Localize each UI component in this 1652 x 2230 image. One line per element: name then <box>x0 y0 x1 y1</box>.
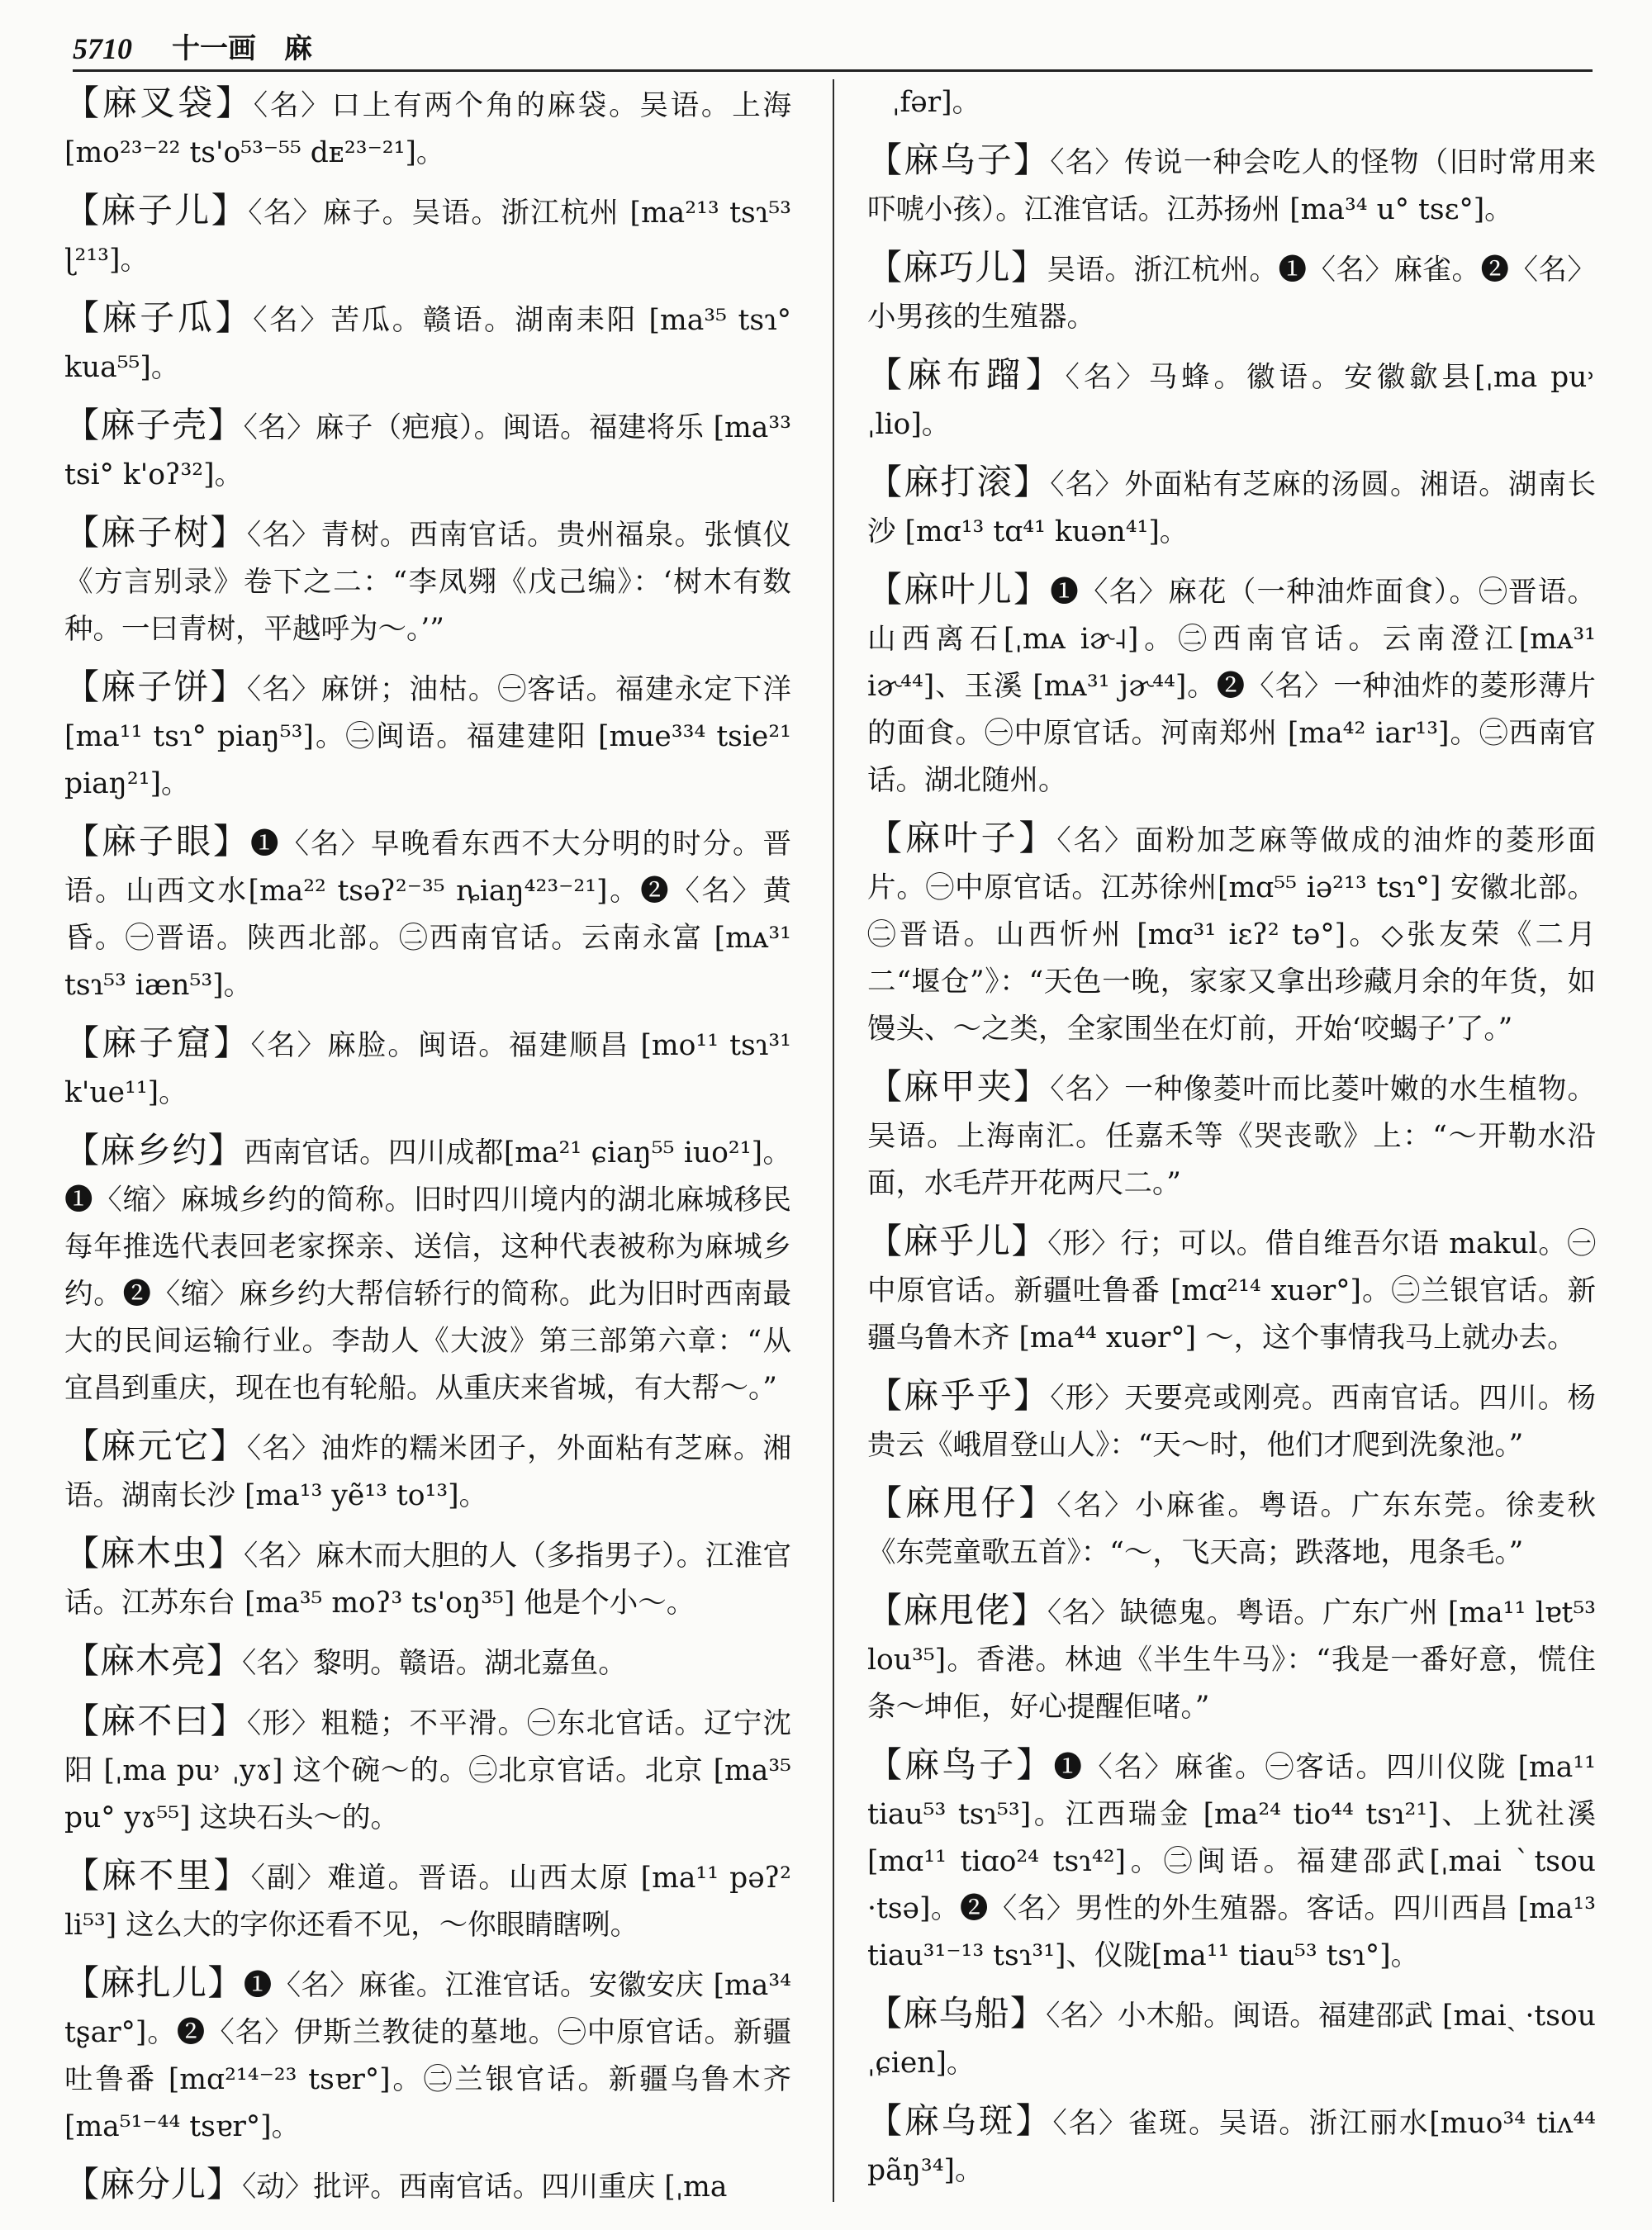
entry-definition: 〈名〉麻饼；油枯。㊀客话。福建永定下洋 [ma¹¹ tsɿ° piaŋ⁵³]。㊁闽语。福建建阳 [mue³³⁴ tsie²¹ piaŋ²¹]。 <box>64 673 791 800</box>
dictionary-entry <box>867 244 1596 341</box>
dictionary-entry <box>64 1530 791 1627</box>
dictionary-entry <box>64 509 791 653</box>
entry-headword: 【麻不里】 <box>64 1855 251 1896</box>
right-column <box>867 79 1596 2210</box>
entry-definition: 〈形〉粗糙；不平滑。㊀东北官话。辽宁沈阳 [ˌma pu˒ ˌyɤ] 这个碗～的。㊁北京官话。北京 [ma³⁵ pu° yɤ⁵⁵] 这块石头～的。 <box>64 1707 791 1834</box>
dictionary-entry <box>64 1852 791 1949</box>
entry-definition: 〈名〉麻子（疤痕）。闽语。福建将乐 [ma³³ tsi° k'oʔ³²]。 <box>64 411 791 491</box>
entry-headword: 【麻鸟子】 <box>867 1744 1054 1785</box>
entry-headword: 【麻乌船】 <box>867 1993 1047 2033</box>
dictionary-entry <box>867 1990 1596 2087</box>
entry-definition: ❶〈名〉麻雀。江淮官话。安徽安庆 [ma³⁴ tʂar°]。❷〈名〉伊斯兰教徒的墓地。㊀中原官话。新疆吐鲁番 [mɑ²¹⁴⁻²³ tsɐr°]。㊁兰银官话。新疆乌鲁木齐 [ma⁵¹⁻⁴⁴ tsɐr°]。 <box>64 1969 791 2143</box>
entry-definition: 〈名〉小木船。闽语。福建邵武 [maiˏ ·tsou ˌɕien]。 <box>867 2000 1596 2080</box>
entry-definition: 〈名〉雀斑。吴语。浙江丽水[muo³⁴ tiʌ⁴⁴ pãŋ³⁴]。 <box>867 2107 1596 2187</box>
entry-headword: 【麻打滚】 <box>867 462 1051 502</box>
entry-definition: 〈名〉马蜂。徽语。安徽歙县[ˌma pu˒ ˌlio]。 <box>867 361 1596 441</box>
entry-headword: 【麻乌斑】 <box>867 2100 1053 2141</box>
page-number: 5710 <box>73 32 132 65</box>
dictionary-entry <box>867 1372 1596 1469</box>
entry-headword: 【麻巧儿】 <box>867 247 1047 287</box>
entry-headword: 【麻布蹓】 <box>867 354 1066 395</box>
entry-definition: ❶〈名〉麻雀。㊀客话。四川仪陇 [ma¹¹ tiau⁵³ tsɿ⁵³]。江西瑞金 [ma²⁴ tio⁴⁴ tsɿ²¹]、上犹社溪 [mɑ¹¹ tiɑo²⁴ tsɿ⁴²]。㊁闽语。福建邵武[ˌmai ˋtsou ·tsə]。❷〈名〉男性的外生殖器。客话。四川西昌 [ma¹³ tiau³¹⁻¹³ tsɿ³¹]、仪陇[ma¹¹ tiau⁵³ tsɿ°]。 <box>867 1751 1596 1972</box>
entry-headword: 【麻不曰】 <box>64 1701 247 1741</box>
dictionary-entry <box>867 136 1596 234</box>
dictionary-entry <box>64 79 791 177</box>
entry-definition: 〈名〉一种像菱叶而比菱叶嫩的水生植物。吴语。上海南汇。任嘉禾等《哭丧歌》上：“～开勒水沿面，水毛芹开花两尺二。” <box>867 1073 1596 1200</box>
dictionary-entry <box>867 1741 1596 1980</box>
dictionary-entry <box>867 2097 1596 2194</box>
entry-definition: 〈名〉传说一种会吃人的怪物（旧时常用来吓唬小孩）。江淮官话。江苏扬州 [ma³⁴ u° tsɛ°]。 <box>867 146 1596 226</box>
entry-definition: 〈动〉批评。西南官话。四川重庆 [ˌma <box>242 2171 728 2204</box>
left-column <box>64 79 791 2210</box>
dictionary-entry <box>867 566 1596 804</box>
entry-definition: 西南官话。四川成都[ma²¹ ɕiaŋ⁵⁵ iuo²¹]。❶〈缩〉麻城乡约的简称。旧时四川境内的湖北麻城移民每年推选代表回老家探亲、送信，这种代表被称为麻城乡约。❷〈缩〉麻乡约大帮信轿行的简称。此为旧时西南最大的民间运输行业。李劼人《大波》第三部第六章：“从宜昌到重庆，现在也有轮船。从重庆来省城，有大帮～。” <box>64 1136 791 1405</box>
dictionary-entry <box>64 1959 791 2151</box>
dictionary-entry <box>867 814 1596 1053</box>
dictionary-entry <box>867 1479 1596 1577</box>
entry-definition: 〈名〉缺德鬼。粤语。广东广州 [ma¹¹ lɐt⁵³ lou³⁵]。香港。林迪《半生牛马》：“我是一番好意，慌住条～坤佢，好心提醒佢啫。” <box>867 1597 1596 1724</box>
page-header <box>73 18 1593 72</box>
entry-headword: 【麻子窟】 <box>64 1022 251 1063</box>
entry-definition: 〈名〉外面粘有芝麻的汤圆。湘语。湖南长沙 [mɑ¹³ tɑ⁴¹ kuən⁴¹]。 <box>867 468 1596 548</box>
entry-headword: 【麻子儿】 <box>64 190 249 230</box>
entry-definition: 〈名〉麻木而大胆的人（多指男子）。江淮官话。江苏东台 [ma³⁵ moʔ³ ts'oŋ³⁵] 他是个小～。 <box>64 1540 791 1620</box>
entry-definition: 〈形〉行；可以。借自维吾尔语 makul。㊀中原官话。新疆吐鲁番 [mɑ²¹⁴ xuər°]。㊁兰银官话。新疆乌鲁木齐 [ma⁴⁴ xuər°] ～，这个事情我马上就办去。 <box>867 1227 1596 1355</box>
entry-definition: 〈形〉天要亮或刚亮。西南官话。四川。杨贵云《峨眉登山人》：“天～时，他们才爬到洗象池。” <box>867 1382 1596 1462</box>
dictionary-entry <box>867 351 1596 448</box>
entry-definition: 吴语。浙江杭州。❶〈名〉麻雀。❷〈名〉小男孩的生殖器。 <box>867 254 1596 334</box>
entry-headword: 【麻子饼】 <box>64 667 247 707</box>
entry-definition: 〈名〉黎明。赣语。湖北嘉鱼。 <box>242 1647 627 1680</box>
dictionary-entry <box>64 1637 791 1687</box>
entry-definition: 〈副〉难道。晋语。山西太原 [ma¹¹ pəʔ² li⁵³] 这么大的字你还看不见，～你眼睛瞎咧。 <box>64 1862 791 1942</box>
entry-definition: 〈名〉小麻雀。粤语。广东东莞。徐麦秋《东莞童歌五首》：“～，飞天高；跌落地，甩条毛。” <box>867 1489 1596 1569</box>
entry-definition: 〈名〉面粉加芝麻等做成的油炸的菱形面片。㊀中原官话。江苏徐州[mɑ⁵⁵ iə²¹³ tsɿ°] 安徽北部。㊁晋语。山西忻州 [mɑ³¹ iɛʔ² tə°]。◇张友荣《二月二“堰仓”》：“天色一晚，家家又拿出珍藏月余的年货，如馒头、～之类，全家围坐在灯前，开始‘咬蝎子’了。” <box>867 824 1596 1046</box>
dictionary-entry <box>867 79 1596 126</box>
entry-definition: 〈名〉青树。西南官话。贵州福泉。张慎仪《方言别录》卷下之二：“李凤翙《戊己编》：‘树木有数种。一曰青树，平越呼为～。’” <box>64 519 791 646</box>
entry-headword: 【麻木虫】 <box>64 1533 244 1573</box>
entry-definition: 〈名〉麻脸。闽语。福建顺昌 [mo¹¹ tsɿ³¹ k'ue¹¹]。 <box>64 1029 791 1109</box>
column-divider <box>833 79 834 2202</box>
entry-headword: 【麻叶儿】 <box>867 569 1051 610</box>
entry-definition: ❶〈名〉麻花（一种油炸面食）。㊀晋语。山西离石[ˌmᴀ iɚ˨]。㊁西南官话。云南澄江[mᴀ³¹ iɚ⁴⁴]、玉溪 [mᴀ³¹ jɚ⁴⁴]。❷〈名〉一种油炸的菱形薄片的面食。㊀中原官话。河南郑州 [ma⁴² iar¹³]。㊁西南官话。湖北随州。 <box>867 576 1596 797</box>
entry-definition: 〈名〉口上有两个角的麻袋。吴语。上海 [mo²³⁻²² ts'o⁵³⁻⁵⁵ dᴇ²³⁻²¹]。 <box>64 89 791 169</box>
entry-definition: ˌfər]。 <box>892 86 981 119</box>
dictionary-entry <box>64 401 791 499</box>
entry-headword: 【麻甲夹】 <box>867 1066 1051 1107</box>
dictionary-entry <box>64 294 791 391</box>
entry-headword: 【麻扎儿】 <box>64 1962 244 2003</box>
entry-headword: 【麻分儿】 <box>64 2164 243 2204</box>
dictionary-entry <box>64 818 791 1009</box>
dictionary-entry <box>64 1019 791 1117</box>
entry-definition: 〈名〉苦瓜。赣语。湖南耒阳 [ma³⁵ tsɿ° kua⁵⁵]。 <box>64 304 791 384</box>
section-title: 十一画 麻 <box>172 32 312 65</box>
dictionary-entry <box>64 1422 791 1520</box>
dictionary-entry <box>867 1587 1596 1731</box>
dictionary-entry <box>64 663 791 808</box>
dictionary-entry <box>64 1697 791 1842</box>
entry-headword: 【麻乎乎】 <box>867 1375 1051 1416</box>
dictionary-entry <box>867 1217 1596 1362</box>
entry-headword: 【麻甩仔】 <box>867 1483 1057 1523</box>
entry-headword: 【麻叶子】 <box>867 818 1057 858</box>
entry-headword: 【麻木亮】 <box>64 1640 243 1681</box>
entry-headword: 【麻元它】 <box>64 1426 247 1466</box>
entry-definition: 〈名〉油炸的糯米团子，外面粘有芝麻。湘语。湖南长沙 [ma¹³ yẽ¹³ to¹³]。 <box>64 1432 791 1512</box>
dictionary-entry <box>64 1127 791 1412</box>
dictionary-entry <box>867 458 1596 556</box>
entry-definition: 〈名〉麻子。吴语。浙江杭州 [ma²¹³ tsɿ⁵³ ɭ²¹³]。 <box>64 197 791 277</box>
entry-headword: 【麻叉袋】 <box>64 83 254 123</box>
entry-headword: 【麻子瓜】 <box>64 297 254 338</box>
entry-headword: 【麻子壳】 <box>64 405 244 445</box>
dictionary-entry <box>64 2161 791 2210</box>
entry-headword: 【麻乎儿】 <box>867 1221 1048 1261</box>
entry-headword: 【麻甩佬】 <box>867 1590 1047 1630</box>
entry-definition: ❶〈名〉早晚看东西不大分明的时分。晋语。山西文水[ma²² tsəʔ²⁻³⁵ ȵiaŋ⁴²³⁻²¹]。❷〈名〉黄昏。㊀晋语。陕西北部。㊁西南官话。云南永富 [mᴀ³¹ tsɿ⁵³ iæn⁵³]。 <box>64 828 791 1002</box>
entry-headword: 【麻乌子】 <box>867 140 1051 180</box>
entry-headword: 【麻子树】 <box>64 512 247 553</box>
dictionary-entry <box>64 187 791 284</box>
entry-headword: 【麻子眼】 <box>64 821 250 861</box>
entry-headword: 【麻乡约】 <box>64 1130 244 1170</box>
dictionary-entry <box>867 1063 1596 1208</box>
